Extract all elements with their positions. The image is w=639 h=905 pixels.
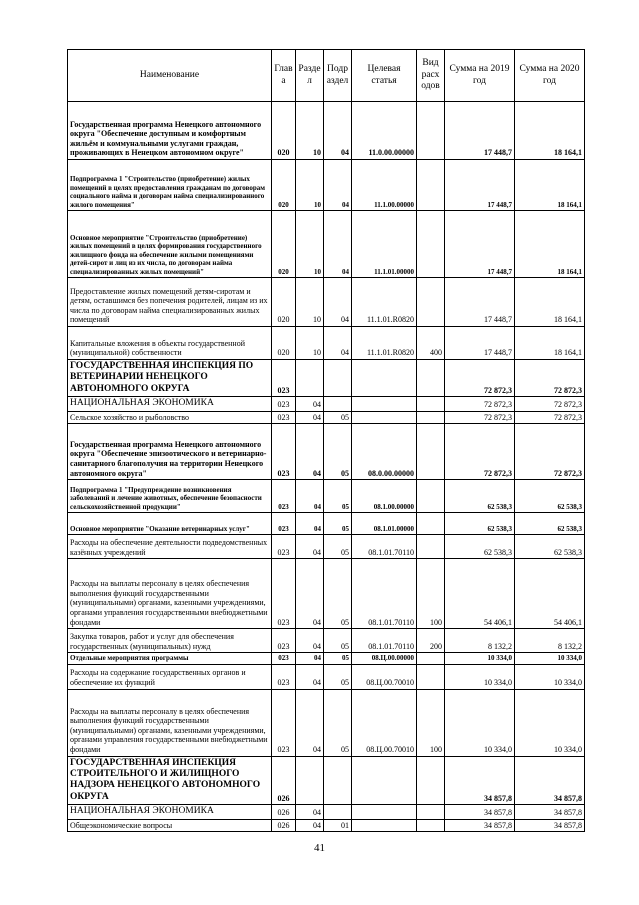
row-name: Предоставление жилых помещений детям-сиротам и детям, оставшимся без попечения родителей, лицам из их числа по договорам найма специализированных жилых помещений: [68, 278, 272, 327]
row-sum-2020: 34 857,8: [515, 756, 585, 805]
row-razdel: 10: [296, 327, 324, 360]
row-vid: 200: [417, 629, 445, 653]
row-sum-2020: 10 334,0: [515, 689, 585, 756]
table-row: [68, 160, 585, 211]
row-podrazdel: 04: [324, 102, 352, 160]
row-razdel: 04: [296, 629, 324, 653]
row-sum-2020: 18 164,1: [515, 278, 585, 327]
row-target: 08.Ц.00.70010: [352, 664, 417, 689]
budget-table: [67, 49, 585, 832]
row-razdel: 04: [296, 805, 324, 819]
row-podrazdel: 05: [324, 411, 352, 424]
row-name: Расходы на содержание государственных органов и обеспечение их функций: [68, 664, 272, 689]
table-row: [68, 211, 585, 278]
row-razdel: 04: [296, 559, 324, 629]
row-target: 11.1.01.R0820: [352, 278, 417, 327]
row-vid: [417, 535, 445, 559]
row-glava: 020: [272, 160, 296, 211]
row-razdel: 04: [296, 689, 324, 756]
row-razdel: 04: [296, 535, 324, 559]
row-vid: [417, 805, 445, 819]
row-podrazdel: 04: [324, 211, 352, 278]
row-vid: [417, 211, 445, 278]
row-target: 11.1.01.R0820: [352, 327, 417, 360]
table-row: [68, 756, 585, 805]
row-glava: 020: [272, 102, 296, 160]
table-row: [68, 664, 585, 689]
row-glava: 023: [272, 513, 296, 535]
row-sum-2020: 10 334,0: [515, 653, 585, 664]
row-sum-2019: 72 872,3: [445, 360, 515, 397]
header-podrazdel: Подр аздел: [324, 50, 352, 102]
row-sum-2020: 72 872,3: [515, 424, 585, 480]
row-name: Подпрограмма 1 "Строительство (приобретение) жилых помещений в целях предоставления гражданам по договорам социального найма и договорам найма специализированного жилого помещения": [68, 160, 272, 211]
row-podrazdel: [324, 397, 352, 411]
row-sum-2020: 18 164,1: [515, 327, 585, 360]
row-razdel: 04: [296, 513, 324, 535]
row-vid: [417, 819, 445, 832]
header-target: Целевая статья: [352, 50, 417, 102]
row-vid: [417, 411, 445, 424]
row-sum-2019: 72 872,3: [445, 411, 515, 424]
row-glava: 020: [272, 327, 296, 360]
row-sum-2019: 54 406,1: [445, 559, 515, 629]
table-row: [68, 819, 585, 832]
row-vid: 100: [417, 689, 445, 756]
row-sum-2020: 72 872,3: [515, 360, 585, 397]
row-sum-2019: 10 334,0: [445, 689, 515, 756]
row-target: 08.1.00.00000: [352, 480, 417, 513]
row-name: Подпрограмма 1 "Предупреждение возникновения заболеваний и лечение животных, обеспечение безопасности сельскохозяйственной продукции": [68, 480, 272, 513]
row-name: Расходы на выплаты персоналу в целях обеспечения выполнения функций государственными (муниципальными) органами, казенными учреждениями, органами управления государственными внебюджетными фондами: [68, 559, 272, 629]
row-sum-2020: 62 538,3: [515, 535, 585, 559]
table-row: [68, 102, 585, 160]
row-vid: 100: [417, 559, 445, 629]
row-name: Государственная программа Ненецкого автономного округа "Обеспечение доступным и комфортным жильём и коммунальными услугами граждан, проживающих в Ненецком автономном округе": [68, 102, 272, 160]
row-sum-2020: 18 164,1: [515, 102, 585, 160]
row-sum-2019: 72 872,3: [445, 424, 515, 480]
row-podrazdel: [324, 756, 352, 805]
row-razdel: 10: [296, 102, 324, 160]
row-vid: [417, 278, 445, 327]
row-razdel: 04: [296, 411, 324, 424]
header-sum-2019: Сумма на 2019 год: [445, 50, 515, 102]
row-sum-2019: 62 538,3: [445, 513, 515, 535]
row-vid: 400: [417, 327, 445, 360]
table-row: [68, 360, 585, 397]
row-vid: [417, 480, 445, 513]
row-sum-2020: 18 164,1: [515, 160, 585, 211]
row-target: 08.1.01.70110: [352, 629, 417, 653]
row-target: [352, 819, 417, 832]
row-sum-2019: 17 448,7: [445, 160, 515, 211]
row-target: 11.0.00.00000: [352, 102, 417, 160]
row-name: Закупка товаров, работ и услуг для обеспечения государственных (муниципальных) нужд: [68, 629, 272, 653]
row-glava: 023: [272, 360, 296, 397]
row-razdel: 04: [296, 397, 324, 411]
row-sum-2019: 17 448,7: [445, 211, 515, 278]
row-razdel: 04: [296, 424, 324, 480]
row-glava: 023: [272, 424, 296, 480]
row-name: Капитальные вложения в объекты государственной (муниципальной) собственности: [68, 327, 272, 360]
row-vid: [417, 756, 445, 805]
row-razdel: 04: [296, 653, 324, 664]
row-podrazdel: 04: [324, 327, 352, 360]
row-sum-2019: 10 334,0: [445, 664, 515, 689]
row-podrazdel: 05: [324, 559, 352, 629]
row-name: Сельское хозяйство и рыболовство: [68, 411, 272, 424]
table-row: [68, 278, 585, 327]
row-razdel: 04: [296, 819, 324, 832]
row-glava: 023: [272, 411, 296, 424]
row-razdel: 04: [296, 664, 324, 689]
row-glava: 023: [272, 559, 296, 629]
row-podrazdel: 05: [324, 664, 352, 689]
row-glava: 023: [272, 653, 296, 664]
row-podrazdel: 05: [324, 480, 352, 513]
row-vid: [417, 397, 445, 411]
row-sum-2019: 62 538,3: [445, 535, 515, 559]
row-target: 08.1.01.00000: [352, 513, 417, 535]
row-razdel: 10: [296, 160, 324, 211]
row-podrazdel: 04: [324, 160, 352, 211]
row-vid: [417, 513, 445, 535]
row-razdel: 10: [296, 211, 324, 278]
row-glava: 026: [272, 819, 296, 832]
row-glava: 023: [272, 629, 296, 653]
row-razdel: [296, 756, 324, 805]
row-name: ГОСУДАРСТВЕННАЯ ИНСПЕКЦИЯ ПО ВЕТЕРИНАРИИ НЕНЕЦКОГО АВТОНОМНОГО ОКРУГА: [68, 360, 272, 397]
row-sum-2019: 34 857,8: [445, 819, 515, 832]
row-target: 08.1.01.70110: [352, 535, 417, 559]
table-row: [68, 513, 585, 535]
row-podrazdel: 01: [324, 819, 352, 832]
row-glava: 023: [272, 480, 296, 513]
row-target: 08.Ц.00.00000: [352, 653, 417, 664]
row-vid: [417, 102, 445, 160]
row-name: Расходы на обеспечение деятельности подведомственных казённых учреждений: [68, 535, 272, 559]
row-vid: [417, 653, 445, 664]
row-sum-2020: 54 406,1: [515, 559, 585, 629]
row-podrazdel: 05: [324, 535, 352, 559]
row-target: [352, 411, 417, 424]
row-razdel: 10: [296, 278, 324, 327]
table-row: [68, 397, 585, 411]
row-glava: 026: [272, 805, 296, 819]
row-glava: 026: [272, 756, 296, 805]
row-name: НАЦИОНАЛЬНАЯ ЭКОНОМИКА: [68, 397, 272, 411]
row-sum-2020: 34 857,8: [515, 805, 585, 819]
row-vid: [417, 160, 445, 211]
row-target: [352, 360, 417, 397]
header-glava: Глав а: [272, 50, 296, 102]
row-glava: 023: [272, 689, 296, 756]
row-vid: [417, 360, 445, 397]
row-podrazdel: 05: [324, 629, 352, 653]
row-sum-2019: 17 448,7: [445, 102, 515, 160]
table-row: [68, 805, 585, 819]
table-row: [68, 689, 585, 756]
row-target: 11.1.01.00000: [352, 211, 417, 278]
row-glava: 023: [272, 397, 296, 411]
row-glava: 020: [272, 278, 296, 327]
row-sum-2020: 72 872,3: [515, 397, 585, 411]
row-sum-2019: 34 857,8: [445, 756, 515, 805]
row-target: [352, 756, 417, 805]
row-sum-2019: 17 448,7: [445, 327, 515, 360]
row-vid: [417, 424, 445, 480]
row-name: Общеэкономические вопросы: [68, 819, 272, 832]
row-sum-2020: 18 164,1: [515, 211, 585, 278]
table-row: [68, 327, 585, 360]
row-target: 08.0.00.00000: [352, 424, 417, 480]
row-sum-2019: 8 132,2: [445, 629, 515, 653]
row-podrazdel: 05: [324, 424, 352, 480]
row-podrazdel: 05: [324, 689, 352, 756]
table-row: [68, 480, 585, 513]
row-podrazdel: [324, 360, 352, 397]
row-name: ГОСУДАРСТВЕННАЯ ИНСПЕКЦИЯ СТРОИТЕЛЬНОГО И ЖИЛИЩНОГО НАДЗОРА НЕНЕЦКОГО АВТОНОМНОГО ОКРУГА: [68, 756, 272, 805]
row-podrazdel: 05: [324, 513, 352, 535]
row-razdel: 04: [296, 480, 324, 513]
table-row: [68, 424, 585, 480]
row-razdel: [296, 360, 324, 397]
row-sum-2019: 17 448,7: [445, 278, 515, 327]
row-target: 08.Ц.00.70010: [352, 689, 417, 756]
table-row: [68, 653, 585, 664]
row-sum-2020: 34 857,8: [515, 819, 585, 832]
header-name: Наименование: [68, 50, 272, 102]
row-sum-2020: 8 132,2: [515, 629, 585, 653]
row-glava: 023: [272, 535, 296, 559]
row-name: Основное мероприятие "Строительство (приобретение) жилых помещений в целях формирования государственного жилищного фонда на обеспечение жилыми помещениями детей-сирот и лиц из их числа, по договорам найма специализированных жилых помещений": [68, 211, 272, 278]
row-podrazdel: 05: [324, 653, 352, 664]
row-name: НАЦИОНАЛЬНАЯ ЭКОНОМИКА: [68, 805, 272, 819]
row-name: Основное мероприятие "Оказание ветеринарных услуг": [68, 513, 272, 535]
row-vid: [417, 664, 445, 689]
row-name: Отдельные мероприятия программы: [68, 653, 272, 664]
row-sum-2020: 62 538,3: [515, 513, 585, 535]
table-row: [68, 411, 585, 424]
table-row: [68, 559, 585, 629]
table-row: [68, 629, 585, 653]
row-sum-2020: 72 872,3: [515, 411, 585, 424]
row-target: [352, 805, 417, 819]
row-name: Государственная программа Ненецкого автономного округа "Обеспечение эпизоотического и ветеринарно-санитарного благополучия на территории Ненецкого автономного округа": [68, 424, 272, 480]
header-vid: Вид расх одов: [417, 50, 445, 102]
row-sum-2019: 34 857,8: [445, 805, 515, 819]
row-podrazdel: 04: [324, 278, 352, 327]
row-sum-2020: 62 538,3: [515, 480, 585, 513]
table-header-row: [68, 50, 585, 102]
row-sum-2019: 62 538,3: [445, 480, 515, 513]
row-target: [352, 397, 417, 411]
page-number: 41: [314, 842, 325, 854]
header-sum-2020: Сумма на 2020 год: [515, 50, 585, 102]
row-target: 08.1.01.70110: [352, 559, 417, 629]
row-podrazdel: [324, 805, 352, 819]
row-name: Расходы на выплаты персоналу в целях обеспечения выполнения функций государственными (муниципальными) органами, казенными учреждениями, органами управления государственными внебюджетными фондами: [68, 689, 272, 756]
row-sum-2019: 72 872,3: [445, 397, 515, 411]
table-row: [68, 535, 585, 559]
row-sum-2019: 10 334,0: [445, 653, 515, 664]
row-sum-2020: 10 334,0: [515, 664, 585, 689]
row-glava: 020: [272, 211, 296, 278]
row-target: 11.1.00.00000: [352, 160, 417, 211]
row-glava: 023: [272, 664, 296, 689]
header-razdel: Разде л: [296, 50, 324, 102]
